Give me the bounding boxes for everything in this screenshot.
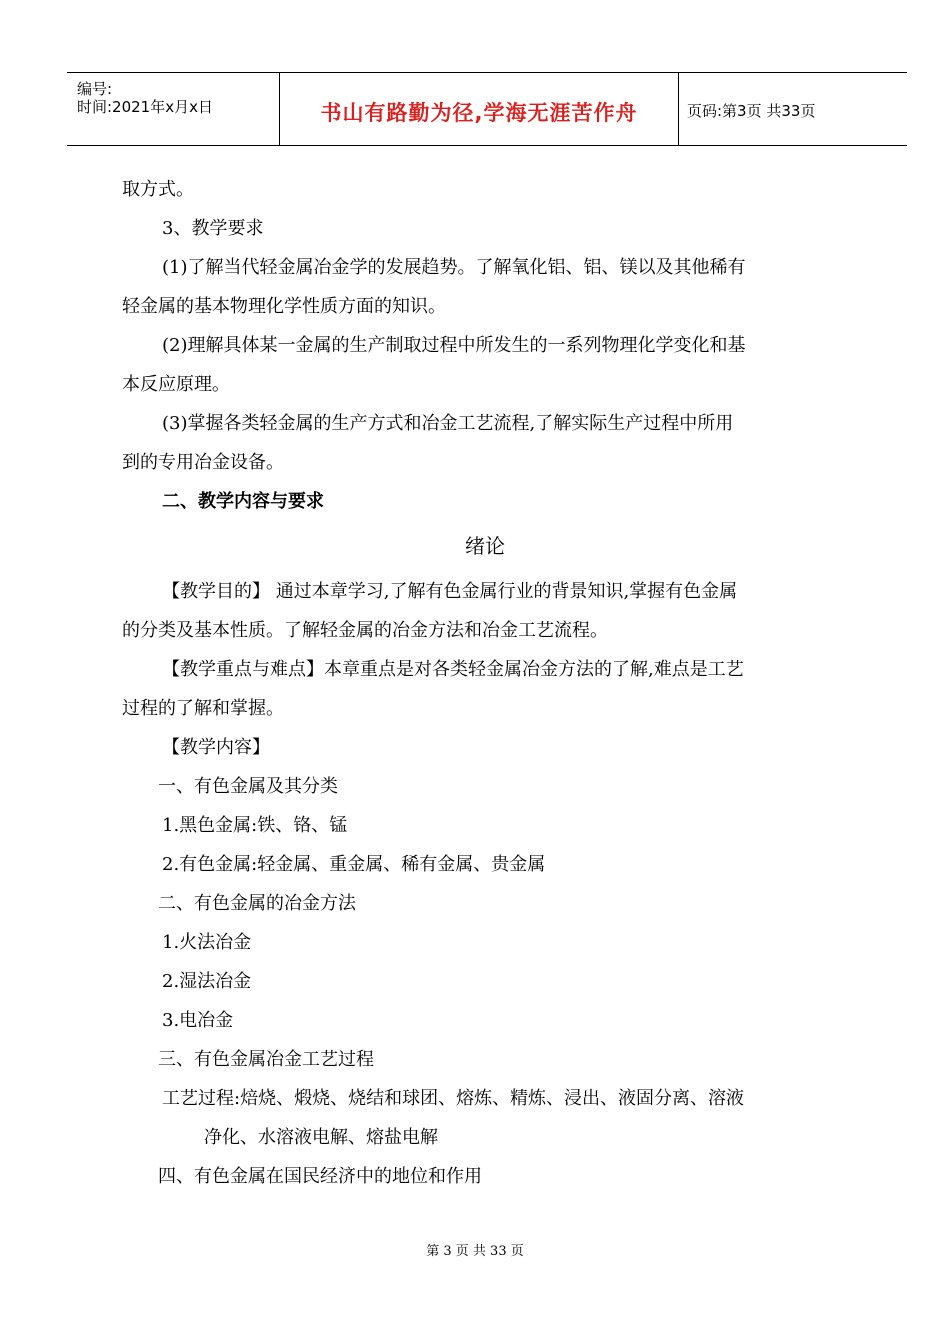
paragraph-line: 取方式。 [122, 179, 194, 200]
document-header [67, 72, 907, 146]
paragraph-line: 【教学重点与难点】本章重点是对各类轻金属冶金方法的了解,难点是工艺 [162, 659, 744, 680]
header-page-info: 页码:第3页 共33页 [687, 102, 816, 120]
paragraph-line: 本反应原理。 [122, 374, 230, 395]
paragraph-line: (1)了解当代轻金属冶金学的发展趋势。了解氧化铝、铝、镁以及其他稀有 [162, 257, 746, 278]
header-meta-cell [67, 73, 280, 145]
document-number-label: 编号: [77, 80, 113, 98]
list-heading: 三、有色金属冶金工艺过程 [158, 1049, 374, 1070]
list-item: 3.电冶金 [162, 1010, 234, 1031]
list-item-continuation: 净化、水溶液电解、熔盐电解 [204, 1127, 438, 1148]
paragraph-line: 过程的了解和掌握。 [122, 698, 284, 719]
list-item: 2.湿法冶金 [162, 971, 252, 992]
document-body [122, 170, 848, 1196]
list-item: 2.有色金属:轻金属、重金属、稀有金属、贵金属 [162, 854, 546, 875]
paragraph-line: 【教学内容】 [162, 737, 270, 758]
list-item: 1.火法冶金 [162, 932, 252, 953]
paragraph-line: 轻金属的基本物理化学性质方面的知识。 [122, 296, 446, 317]
list-heading: 四、有色金属在国民经济中的地位和作用 [158, 1166, 482, 1187]
header-page-cell [679, 73, 907, 145]
page-footer: 第 3 页 共 33 页 [426, 1244, 524, 1259]
list-item: 工艺过程:焙烧、煅烧、烧结和球团、熔炼、精炼、浸出、液固分离、溶液 [162, 1088, 745, 1109]
header-motto: 书山有路勤为径,学海无涯苦作舟 [320, 101, 638, 125]
paragraph-line: (2)理解具体某一金属的生产制取过程中所发生的一系列物理化学变化和基 [162, 335, 746, 356]
paragraph-line: 的分类及基本性质。了解轻金属的冶金方法和冶金工艺流程。 [122, 620, 608, 641]
section-heading-bold: 二、教学内容与要求 [162, 491, 324, 512]
paragraph-line: 到的专用冶金设备。 [122, 452, 284, 473]
header-motto-cell [280, 73, 679, 145]
chapter-title: 绪论 [465, 534, 505, 558]
list-item: 1.黑色金属:铁、铬、锰 [162, 815, 348, 836]
document-time-label: 时间:2021年x月x日 [77, 98, 213, 116]
list-heading: 一、有色金属及其分类 [158, 776, 338, 797]
paragraph-line: 【教学目的】 通过本章学习,了解有色金属行业的背景知识,掌握有色金属 [162, 581, 738, 602]
paragraph-line: (3)掌握各类轻金属的生产方式和冶金工艺流程,了解实际生产过程中所用 [162, 413, 734, 434]
section-heading: 3、教学要求 [162, 218, 264, 239]
list-heading: 二、有色金属的冶金方法 [158, 893, 356, 914]
